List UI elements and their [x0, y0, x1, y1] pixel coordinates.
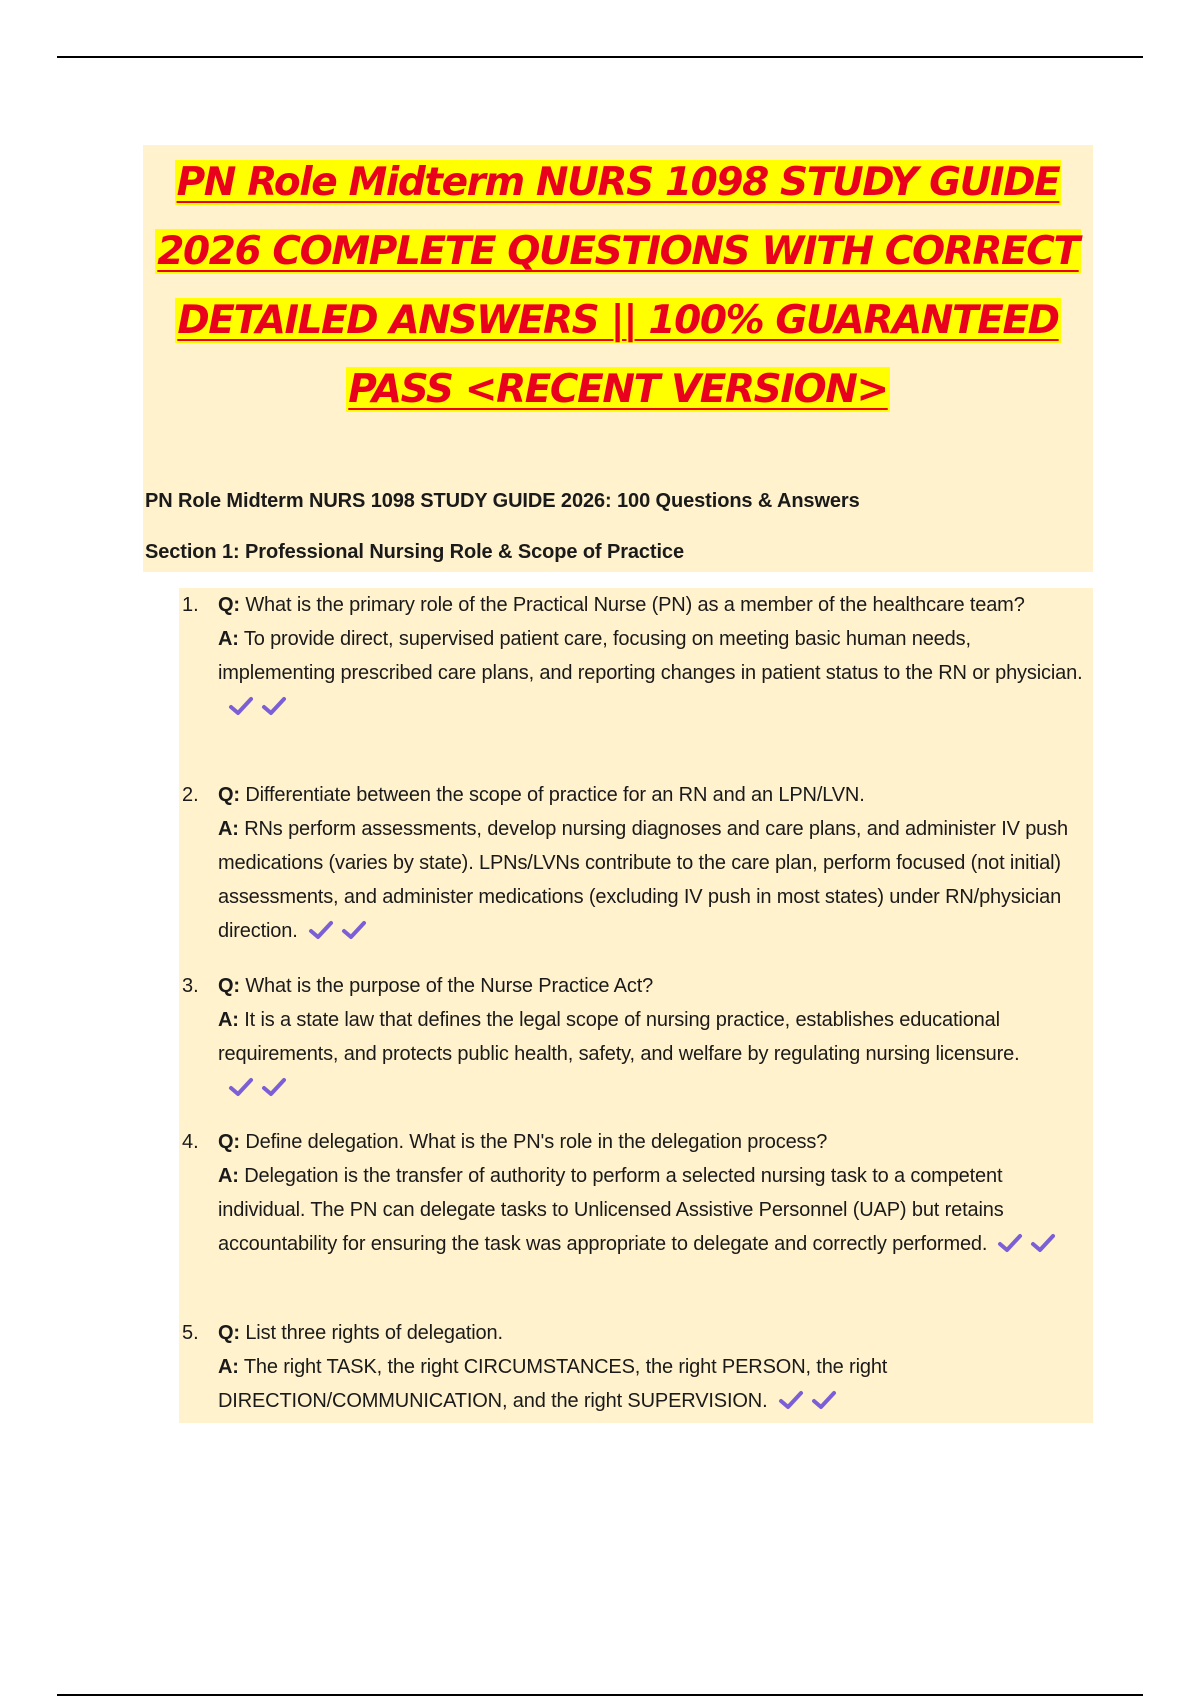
- check-icon: [308, 919, 334, 941]
- check-icon: [341, 919, 367, 941]
- question-text: Differentiate between the scope of practice for an RN and an LPN/LVN.: [239, 784, 865, 806]
- qa-content: [218, 1316, 1090, 1422]
- answer-prefix: A:: [218, 818, 239, 840]
- question-text: List three rights of delegation.: [239, 1322, 503, 1344]
- answer-text: To provide direct, supervised patient care, focusing on meeting basic human needs, implementing prescribed care plans, and reporting changes in patient status to the RN or physician.: [218, 628, 1083, 684]
- header-block: [143, 145, 1093, 572]
- top-rule: [57, 56, 1143, 58]
- question-prefix: Q:: [218, 594, 240, 616]
- bottom-rule: [57, 1694, 1143, 1696]
- check-marks: [778, 1388, 844, 1422]
- qa-content: [218, 1125, 1090, 1265]
- answer-prefix: A:: [218, 1356, 239, 1378]
- qa-content: [218, 588, 1090, 728]
- question-prefix: Q:: [218, 1131, 240, 1153]
- item-number: 3.: [182, 975, 199, 997]
- check-marks: [228, 694, 294, 728]
- question-prefix: Q:: [218, 1322, 240, 1344]
- check-icon: [228, 695, 254, 717]
- check-icon: [261, 1076, 287, 1098]
- question-text: What is the purpose of the Nurse Practice Act?: [239, 975, 654, 997]
- item-number: 2.: [182, 784, 199, 806]
- document-subtitle: PN Role Midterm NURS 1098 STUDY GUIDE 2026: 100 Questions & Answers: [145, 490, 860, 512]
- answer-prefix: A:: [218, 1165, 239, 1187]
- qa-list: [179, 588, 1093, 1423]
- check-marks: [997, 1231, 1063, 1265]
- answer-text: The right TASK, the right CIRCUMSTANCES, the right PERSON, the right DIRECTION/COMMUNICATION, and the right SUPERVISION.: [218, 1356, 888, 1412]
- question-text: What is the primary role of the Practical Nurse (PN) as a member of the healthcare team?: [239, 594, 1025, 616]
- item-number: 4.: [182, 1131, 199, 1153]
- qa-content: [218, 778, 1090, 952]
- qa-content: [218, 969, 1090, 1109]
- question-text: Define delegation. What is the PN's role in the delegation process?: [239, 1131, 828, 1153]
- check-icon: [228, 1076, 254, 1098]
- check-icon: [261, 695, 287, 717]
- answer-text: Delegation is the transfer of authority to perform a selected nursing task to a competent individual. The PN can delegate tasks to Unlicensed Assistive Personnel (UAP) but retains accountability for ensuring the task was appropriate to delegate and correctly performed.: [218, 1165, 1004, 1255]
- section-heading: Section 1: Professional Nursing Role & Scope of Practice: [145, 541, 684, 563]
- title-line: DETAILED ANSWERS || 100% GUARANTEED: [177, 298, 1059, 343]
- check-icon: [997, 1232, 1023, 1254]
- answer-prefix: A:: [218, 628, 239, 650]
- title-line: 2026 COMPLETE QUESTIONS WITH CORRECT: [157, 229, 1079, 274]
- document-title: [143, 145, 1093, 424]
- answer-prefix: A:: [218, 1009, 239, 1031]
- check-icon: [778, 1389, 804, 1411]
- check-icon: [811, 1389, 837, 1411]
- item-number: 1.: [182, 594, 199, 616]
- title-line: PASS <RECENT VERSION>: [348, 367, 888, 412]
- check-icon: [1030, 1232, 1056, 1254]
- item-number: 5.: [182, 1322, 199, 1344]
- answer-text: It is a state law that defines the legal scope of nursing practice, establishes educational requirements, and protects public health, safety, and welfare by regulating nursing licensure.: [218, 1009, 1020, 1065]
- question-prefix: Q:: [218, 975, 240, 997]
- check-marks: [308, 918, 374, 952]
- answer-text: RNs perform assessments, develop nursing diagnoses and care plans, and administer IV push medications (varies by state). LPNs/LVNs contribute to the care plan, perform focused (not initial) assessments, and administer medications (excluding IV push in most states) under RN/physician direction.: [218, 818, 1068, 942]
- check-marks: [228, 1075, 294, 1109]
- question-prefix: Q:: [218, 784, 240, 806]
- title-line: PN Role Midterm NURS 1098 STUDY GUIDE: [176, 160, 1060, 205]
